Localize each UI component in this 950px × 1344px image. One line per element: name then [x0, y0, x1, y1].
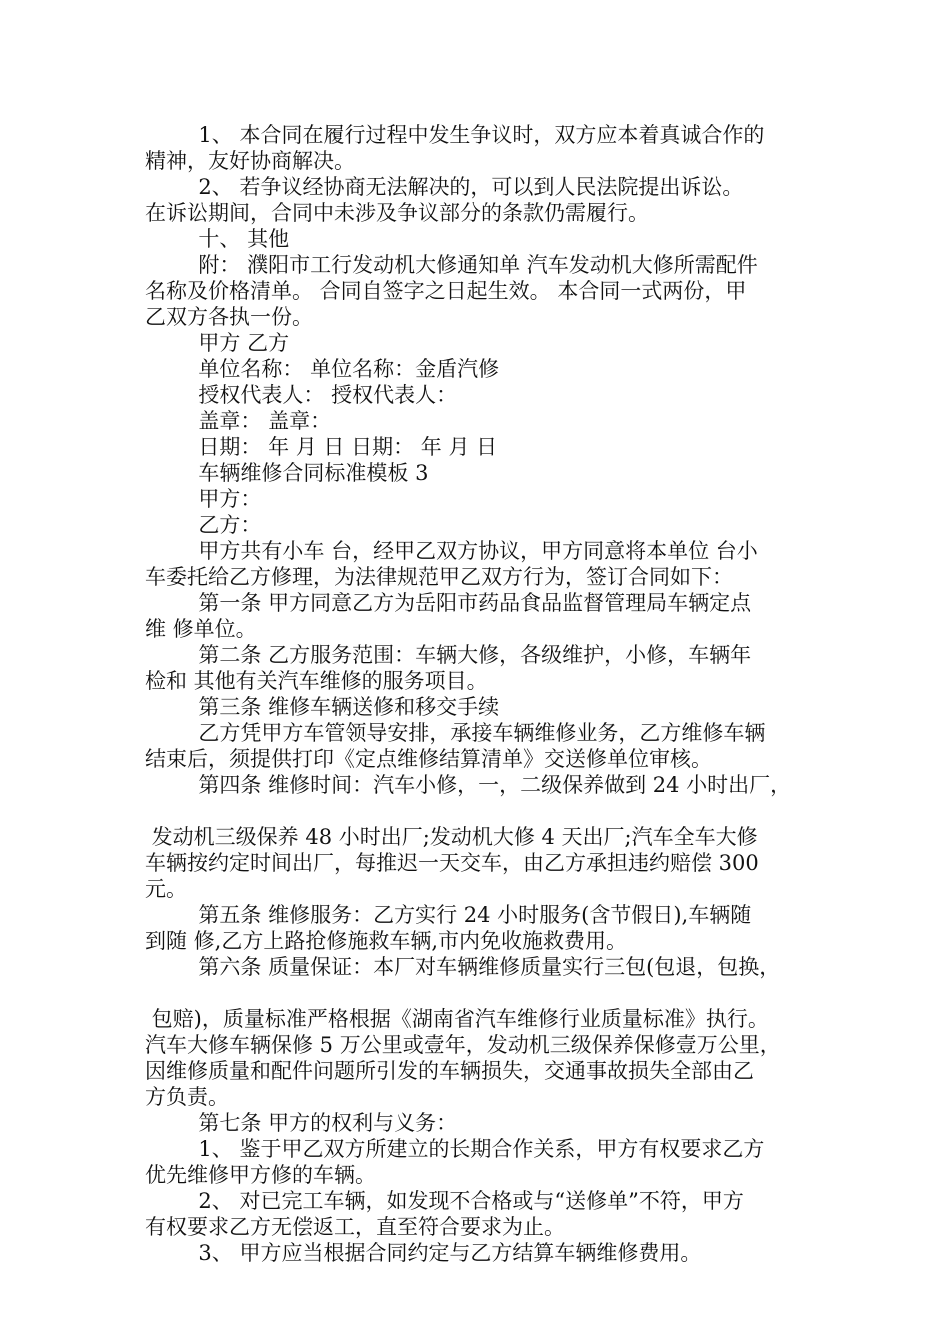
- article-2: 第二条 乙方服务范围：车辆大修，各级维护，小修，车辆年: [145, 643, 752, 667]
- text-line: 乙双方各执一份。: [145, 305, 313, 329]
- text-line: 到随 修,乙方上路抢修施救车辆,市内免收施救费用。: [145, 929, 628, 953]
- article-5: 第五条 维修服务：乙方实行 24 小时服务(含节假日),车辆随: [145, 903, 752, 927]
- text-line: 在诉讼期间，合同中未涉及争议部分的条款仍需履行。: [145, 201, 649, 225]
- article-7: 第七条 甲方的权利与义务：: [145, 1111, 458, 1135]
- article-3: 第三条 维修车辆送修和移交手续: [145, 695, 500, 719]
- text-line: 2、 若争议经协商无法解决的，可以到人民法院提出诉讼。: [145, 175, 744, 199]
- text-line: 精神，友好协商解决。: [145, 149, 355, 173]
- article-1: 第一条 甲方同意乙方为岳阳市药品食品监督管理局车辆定点: [145, 591, 752, 615]
- text-line: 结束后，须提供打印《定点维修结算清单》交送修单位审核。: [145, 747, 712, 771]
- text-line: 车辆按约定时间出厂，每推迟一天交车，由乙方承担违约赔偿 300: [145, 851, 759, 875]
- article-4: 第四条 维修时间：汽车小修，一，二级保养做到 24 小时出厂，: [145, 773, 792, 797]
- text-line: 附： 濮阳市工行发动机大修通知单 汽车发动机大修所需配件: [145, 253, 758, 277]
- text-line: 有权要求乙方无偿返工，直至符合要求为止。: [145, 1215, 565, 1239]
- text-line: 甲方共有小车 台，经甲乙双方协议，甲方同意将本单位 台小: [145, 539, 758, 563]
- section-heading: 十、 其他: [145, 227, 290, 251]
- text-line: 方负责。: [145, 1085, 229, 1109]
- article-6: 第六条 质量保证：本厂对车辆维修质量实行三包(包退，包换，: [145, 955, 781, 979]
- text-line: 检和 其他有关汽车维修的服务项目。: [145, 669, 488, 693]
- text-line: 发动机三级保养 48 小时出厂;发动机大修 4 天出厂;汽车全车大修: [145, 825, 758, 849]
- text-line: 车委托给乙方修理，为法律规范甲乙双方行为，签订合同如下：: [145, 565, 733, 589]
- template-title: 车辆维修合同标准模板 3: [145, 461, 429, 485]
- text-line: 名称及价格清单。 合同自签字之日起生效。 本合同一式两份，甲: [145, 279, 747, 303]
- party-b-line: 乙方：: [145, 513, 262, 537]
- text-line: 因维修质量和配件问题所引发的车辆损失，交通事故损失全部由乙: [145, 1059, 754, 1083]
- text-line: 汽车大修车辆保修 5 万公里或壹年，发动机三级保养保修壹万公里，: [145, 1033, 781, 1057]
- text-line: 优先维修甲方修的车辆。: [145, 1163, 376, 1187]
- party-a-line: 甲方：: [145, 487, 262, 511]
- text-line: 1、 鉴于甲乙双方所建立的长期合作关系，甲方有权要求乙方: [145, 1137, 765, 1161]
- authorized-rep-line: 授权代表人： 授权代表人：: [145, 383, 458, 407]
- date-line: 日期： 年 月 日 日期： 年 月 日: [145, 435, 498, 459]
- seal-line: 盖章： 盖章：: [145, 409, 332, 433]
- text-line: 元。: [145, 877, 187, 901]
- party-labels: 甲方 乙方: [145, 331, 290, 355]
- text-line: 2、 对已完工车辆，如发现不合格或与“送修单”不符，甲方: [145, 1189, 744, 1213]
- unit-name-line: 单位名称： 单位名称：金盾汽修: [145, 357, 500, 381]
- text-line: 乙方凭甲方车管领导安排，承接车辆维修业务，乙方维修车辆: [145, 721, 766, 745]
- text-line: 1、 本合同在履行过程中发生争议时，双方应本着真诚合作的: [145, 123, 765, 147]
- text-line: 维 修单位。: [145, 617, 257, 641]
- text-line: 包赔)，质量标准严格根据《湖南省汽车维修行业质量标准》执行。: [145, 1007, 769, 1031]
- text-line: 3、 甲方应当根据合同约定与乙方结算车辆维修费用。: [145, 1241, 702, 1265]
